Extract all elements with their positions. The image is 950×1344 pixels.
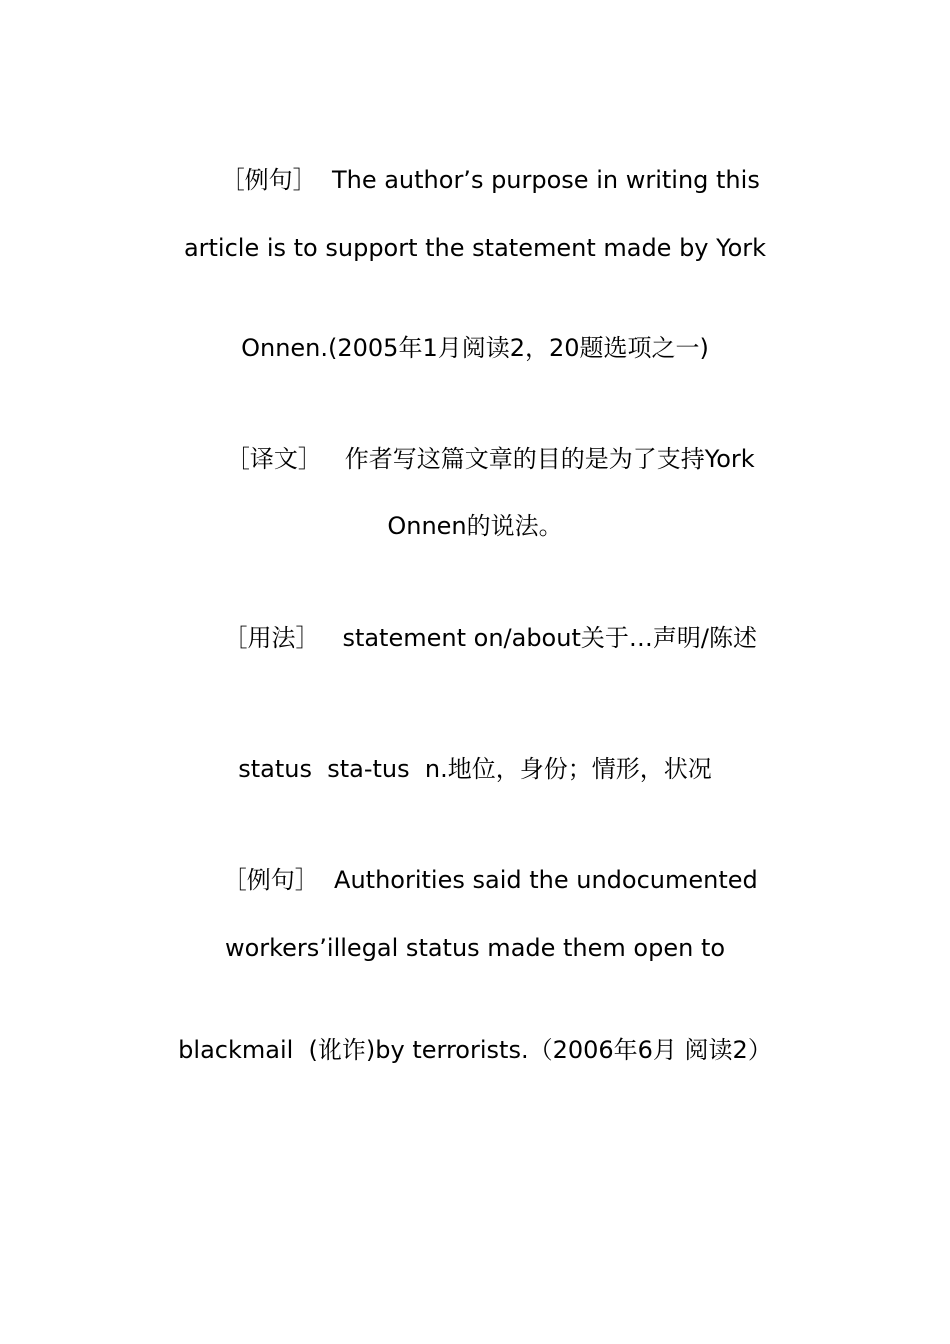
entry1-example-line3: Onnen.(2005年1月阅读2，20题选项之一) xyxy=(241,334,709,362)
example-text: The author’s purpose in writing this xyxy=(331,166,760,194)
usage-tag: ［用法］ xyxy=(223,624,320,652)
usage-text: statement on/about关于…声明/陈述 xyxy=(342,624,757,652)
example-tag: ［例句］ xyxy=(220,166,317,194)
entry1-example-line1 xyxy=(0,132,950,228)
translation-text: 作者写这篇文章的目的是为了支持York xyxy=(344,445,755,473)
entry2-example-line2: workers’illegal status made them open to xyxy=(224,934,726,962)
example-tag: ［例句］ xyxy=(222,866,319,894)
translation-tag: ［译文］ xyxy=(225,445,322,473)
entry1-example-line2: article is to support the statement made by York xyxy=(183,234,767,262)
example-text: Authorities said the undocumented xyxy=(334,866,758,894)
entry1-usage-line xyxy=(0,590,950,686)
entry2-example-line3: blackmail (讹诈)by terrorists.（2006年6月 阅读2） xyxy=(178,1036,772,1064)
entry1-translation-line2: Onnen的说法。 xyxy=(387,512,563,540)
entry1-translation-line1 xyxy=(0,411,950,507)
entry2-example-line1 xyxy=(0,832,950,928)
entry2-headword-line: status sta-tus n.地位，身份；情形，状况 xyxy=(238,755,712,783)
